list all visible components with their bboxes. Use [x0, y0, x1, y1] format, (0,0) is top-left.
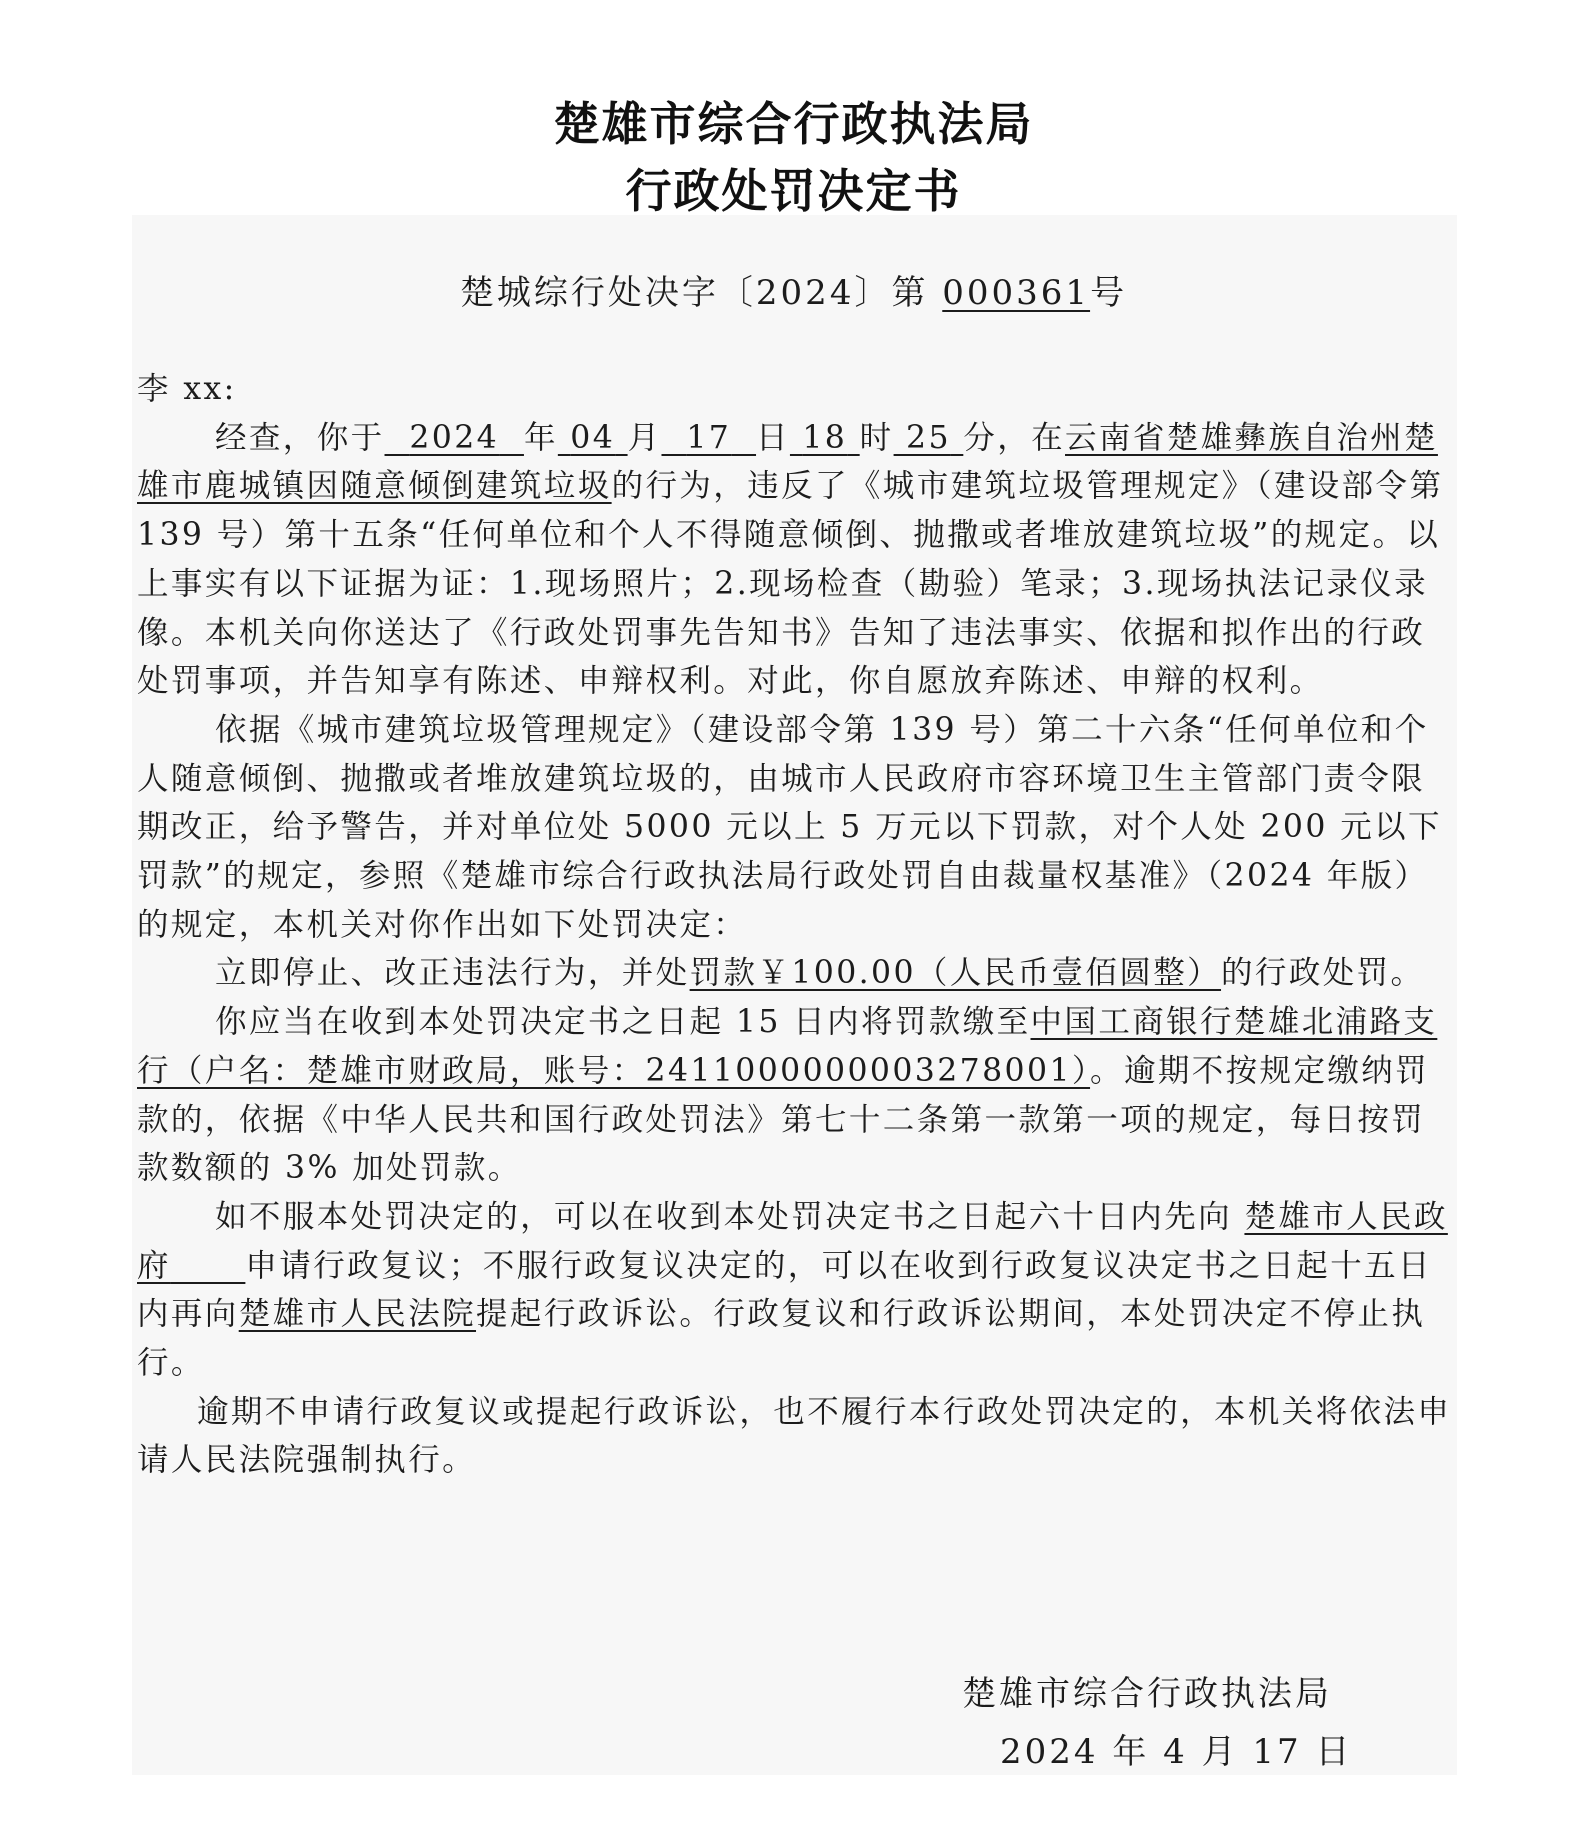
document-number-prefix: 楚城综行处决字〔2024〕第 — [459, 273, 929, 313]
review-authority: 楚雄市人民政府 — [137, 1198, 1448, 1284]
penalty-text: 的行政处罚。 — [1221, 955, 1425, 992]
decision-body — [137, 365, 1455, 1485]
facts-text: 分，在 — [963, 419, 1066, 456]
enforcement-paragraph: 逾期不申请行政复议或提起行政诉讼，也不履行本行政处罚决定的，本机关将依法申请人民法院强制执行。 — [137, 1393, 1452, 1479]
appeal-text: 提起行政诉讼。行政复议和行政诉讼期间，本处罚决定不停止执行。 — [137, 1296, 1426, 1382]
payment-text: 。逾期不按规定缴纳罚款的，依据《中华人民共和国行政处罚法》第七十二条第一款第一项的规定，每日按罚款数额的 3% 加处罚款。 — [137, 1052, 1430, 1187]
facts-text: 月 — [627, 419, 662, 456]
appeal-text: 申请行政复议；不服行政复议决定的，可以在收到行政复议决定书之日起十五日内再向 — [137, 1247, 1432, 1333]
appeal-text: 如不服本处罚决定的，可以在收到本处罚决定书之日起六十日内先向 — [215, 1198, 1233, 1235]
document-number-suffix: 号 — [1090, 273, 1128, 313]
violation-minute: 25 — [906, 419, 951, 456]
violation-month: 04 — [570, 419, 616, 456]
payment-text: 你应当在收到本处罚决定书之日起 15 日内将罚款缴至 — [215, 1004, 1031, 1041]
violation-place: 云南省楚雄彝族自治州楚雄市鹿城镇因随意倾倒建筑垃圾 — [137, 419, 1438, 505]
violation-hour: 18 — [802, 419, 848, 456]
payment-paragraph — [137, 998, 1455, 1193]
facts-text: 经查，你于 — [215, 419, 385, 456]
litigation-court: 楚雄市人民法院 — [238, 1296, 477, 1333]
agency-title: 楚雄市综合行政执法局 — [553, 97, 1034, 151]
legal-basis-paragraph: 依据《城市建筑垃圾管理规定》（建设部令第 139 号）第二十六条“任何单位和个人随意倾倒、抛撒或者堆放建筑垃圾的，由城市人民政府市容环境卫生主管部门责令限期改正，给予警告，并对单位处 5000 元以上 5 万元以下罚款，对个人处 200 元以下罚款”的规定，参照《楚雄市综合行政执法局行政处罚自由裁量权基准》（2024 年版）的规定，本机关对你作出如下处罚决定： — [137, 711, 1442, 943]
facts-text: 年 — [523, 419, 558, 456]
facts-text: 时 — [859, 419, 894, 456]
fine-amount: 罚款￥100.00（人民币壹佰圆整） — [689, 955, 1222, 992]
signature-block — [900, 1665, 1400, 1781]
document-number — [0, 265, 1587, 314]
document-number-value: 000361 — [942, 273, 1091, 313]
payment-bank-account: 中国工商银行楚雄北浦路支行（户名：楚雄市财政局，账号：2411000000003278001） — [137, 1004, 1438, 1089]
facts-text: 日 — [756, 419, 790, 456]
facts-text: 的行为，违反了《城市建筑垃圾管理规定》（建设部令第 139 号）第十五条“任何单位和个人不得随意倾倒、抛撒或者堆放建筑垃圾”的规定。以上事实有以下证据为证：1.现场照片；2.现场检查（勘验）笔录；3.现场执法记录仪录像。本机关向你送达了《行政处罚事先告知书》告知了违法事实、依据和拟作出的行政处罚事项，并告知享有陈述、申辩权利。对此，你自愿放弃陈述、申辩的权利。 — [137, 468, 1444, 700]
violation-day: 17 — [686, 419, 732, 456]
appeal-paragraph — [137, 1193, 1455, 1388]
signature-organization: 楚雄市综合行政执法局 — [962, 1674, 1332, 1714]
signature-date: 2024 年 4 月 17 日 — [1000, 1732, 1353, 1772]
penalty-text: 立即停止、改正违法行为，并处 — [215, 955, 690, 992]
recipient: 李 xx: — [137, 371, 237, 407]
document-type-title: 行政处罚决定书 — [625, 164, 962, 218]
penalty-paragraph — [137, 949, 1455, 998]
facts-paragraph — [137, 414, 1455, 706]
violation-year: 2024 — [409, 419, 500, 456]
